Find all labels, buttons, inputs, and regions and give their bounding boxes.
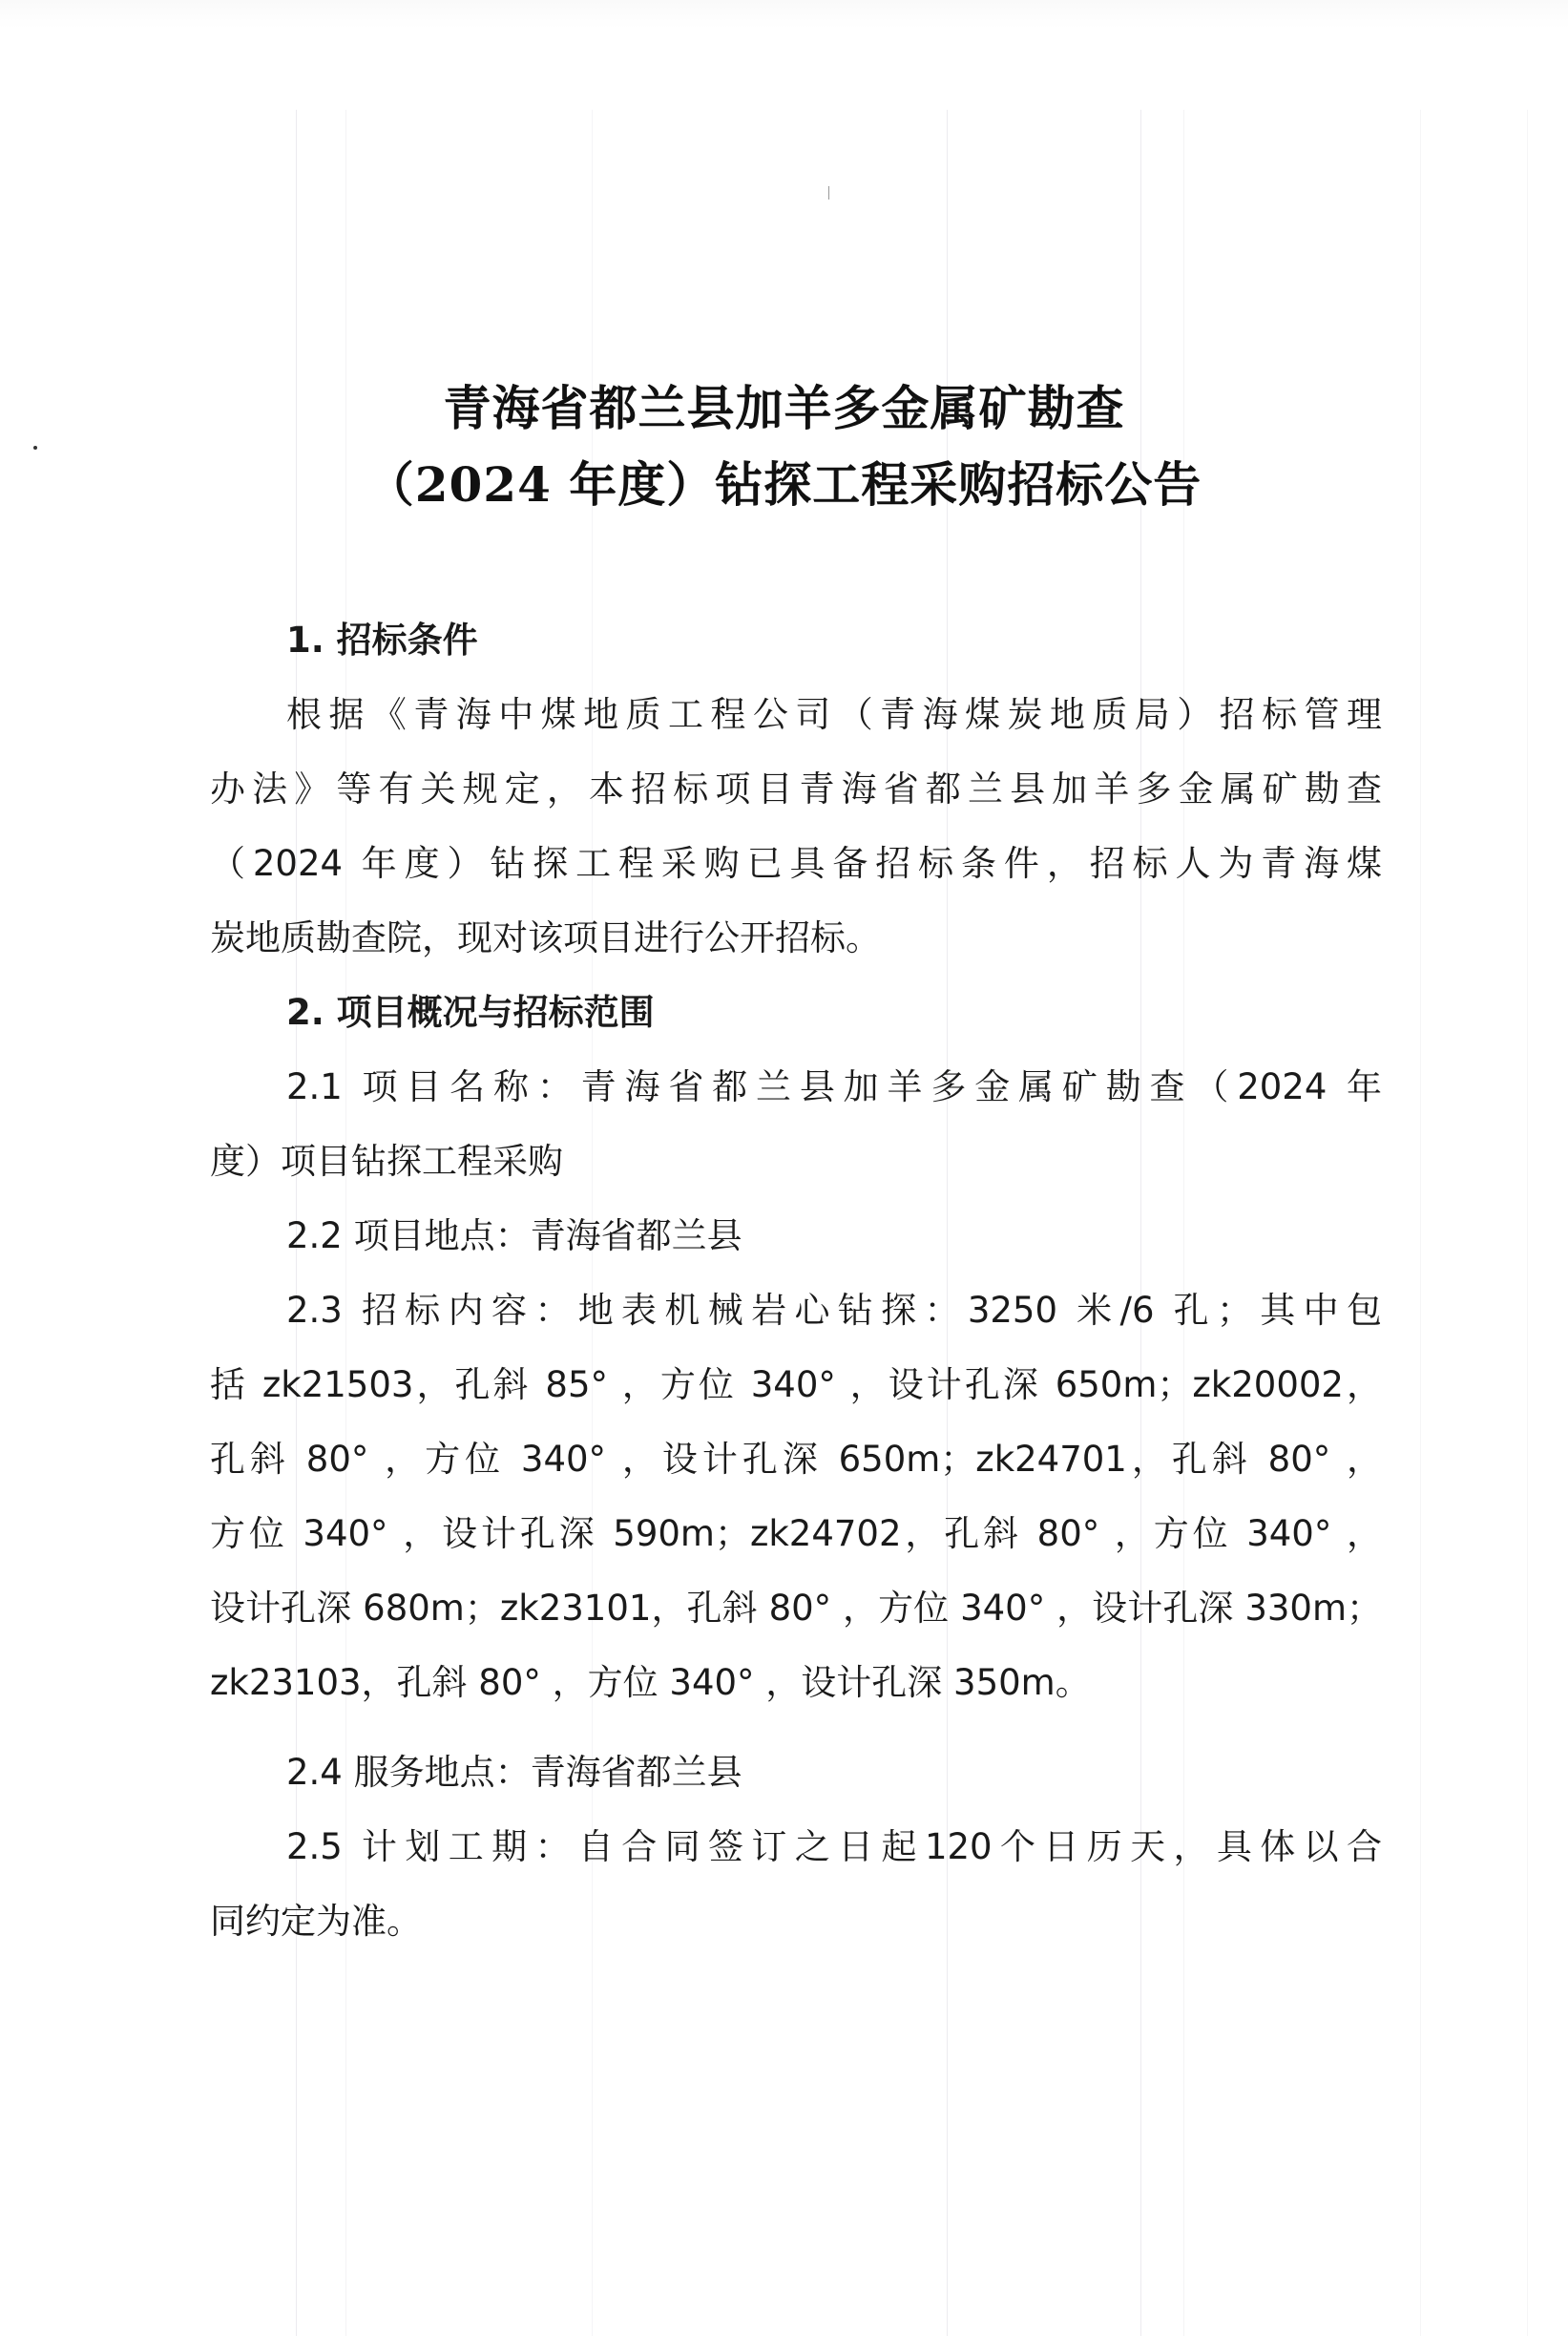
- scan-line: [1183, 110, 1184, 2336]
- item-2-3-line: 2.3 招标内容：地表机械岩心钻探：3250 米/6 孔；其中包: [286, 1290, 1382, 1331]
- item-2-3-line: 方位 340° ，设计孔深 590m；zk24702，孔斜 80° ，方位 340° ，: [210, 1513, 1382, 1554]
- item-2-4-line: 2.4 服务地点：青海省都兰县: [286, 1752, 742, 1793]
- item-2-2-line: 2.2 项目地点：青海省都兰县: [286, 1215, 742, 1256]
- document-title-line-1: 青海省都兰县加羊多金属矿勘查: [443, 380, 1125, 436]
- paragraph-line: 根据《青海中煤地质工程公司（青海煤炭地质局）招标管理: [286, 694, 1382, 735]
- item-2-3-line: 括 zk21503，孔斜 85° ，方位 340° ，设计孔深 650m；zk20002，: [210, 1364, 1382, 1405]
- paragraph-line: 炭地质勘查院，现对该项目进行公开招标。: [210, 917, 881, 958]
- section-heading-1: 1. 招标条件: [286, 620, 478, 661]
- item-2-3-line: 孔斜 80° ，方位 340° ，设计孔深 650m；zk24701，孔斜 80° ，: [210, 1439, 1382, 1480]
- item-2-1-line: 度）项目钻探工程采购: [210, 1141, 563, 1182]
- section-heading-2: 2. 项目概况与招标范围: [286, 992, 655, 1033]
- scan-line: [1140, 110, 1141, 2336]
- scan-line: [1420, 110, 1421, 2336]
- document-title-line-2: （2024 年度）钻探工程采购招标公告: [366, 456, 1202, 513]
- paragraph-line: 办法》等有关规定，本招标项目青海省都兰县加羊多金属矿勘查: [210, 768, 1382, 810]
- item-2-3-line: 设计孔深 680m；zk23101，孔斜 80° ，方位 340° ，设计孔深 330m；: [210, 1588, 1382, 1629]
- item-2-3-line: zk23103，孔斜 80° ，方位 340° ，设计孔深 350m。: [210, 1662, 1091, 1703]
- scan-line: [947, 110, 948, 2336]
- item-2-5-line: 2.5 计划工期：自合同签订之日起120个日历天，具体以合: [286, 1826, 1382, 1867]
- scan-line: [1527, 110, 1528, 2336]
- item-2-1-line: 2.1 项目名称：青海省都兰县加羊多金属矿勘查（2024 年: [286, 1066, 1382, 1107]
- scan-edge: [0, 0, 1568, 29]
- paragraph-line: （2024 年度）钻探工程采购已具备招标条件，招标人为青海煤: [210, 843, 1382, 884]
- item-2-5-line: 同约定为准。: [210, 1901, 422, 1942]
- scan-mark: [828, 186, 829, 200]
